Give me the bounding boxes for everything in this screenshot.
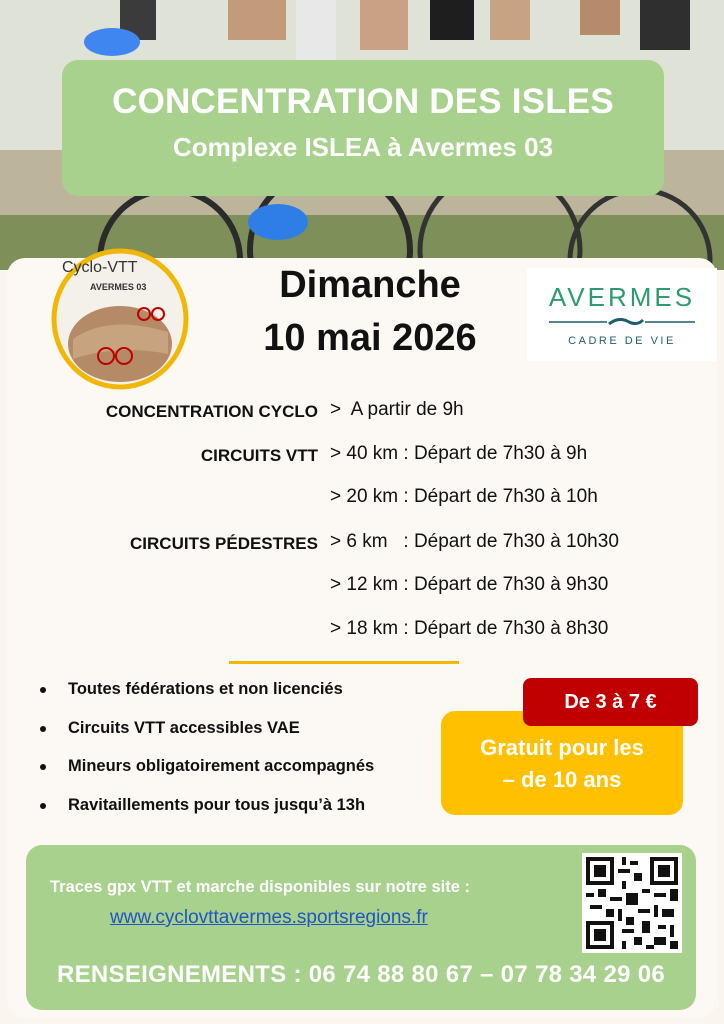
- program-label-pedestres: CIRCUITS PÉDESTRES: [130, 534, 318, 553]
- city-logo-tagline: CADRE DE VIE: [568, 335, 676, 347]
- list-item: Toutes fédérations et non licenciés: [40, 680, 374, 719]
- list-item: Mineurs obligatoirement accompagnés: [40, 757, 374, 796]
- club-logo-name: Cyclo-VTT: [62, 259, 138, 276]
- gpx-info-text: Traces gpx VTT et marche disponibles sur notre site :: [50, 878, 470, 896]
- bullet-icon: [40, 726, 46, 732]
- free-line-1: Gratuit pour les: [480, 735, 644, 760]
- program-value-cyclo: > A partir de 9h: [330, 399, 464, 420]
- footer-box: [26, 845, 696, 1010]
- club-logo-icon: [48, 244, 190, 390]
- program-value-vtt-40: > 40 km : Départ de 7h30 à 9h: [330, 443, 588, 464]
- program-value-walk-18: > 18 km : Départ de 7h30 à 8h30: [330, 618, 609, 639]
- city-logo: [527, 268, 717, 361]
- list-item: Ravitaillements pour tous jusqu’à 13h: [40, 796, 374, 835]
- bullet-icon: [40, 687, 46, 693]
- website-link[interactable]: www.cyclovttavermes.sportsregions.fr: [110, 907, 428, 928]
- contact-info: RENSEIGNEMENTS : 06 74 88 80 67 – 07 78 34 29 06: [56, 961, 666, 988]
- city-logo-name: AVERMES: [548, 282, 696, 312]
- free-entry-box: [441, 711, 683, 815]
- bullet-icon: [40, 764, 46, 770]
- program-value-vtt-20: > 20 km : Départ de 7h30 à 10h: [330, 486, 598, 507]
- free-line-2: – de 10 ans: [502, 767, 622, 792]
- title-box: [62, 60, 664, 196]
- event-location: Complexe ISLEA à Avermes 03: [172, 132, 554, 162]
- club-logo-town: AVERMES 03: [90, 282, 147, 292]
- event-day: Dimanche: [279, 264, 461, 306]
- program-label-vtt: CIRCUITS VTT: [200, 446, 318, 465]
- bullet-icon: [40, 803, 46, 809]
- divider: [229, 661, 459, 664]
- program-value-walk-6: > 6 km : Départ de 7h30 à 10h30: [330, 531, 619, 552]
- program-value-walk-12: > 12 km : Départ de 7h30 à 9h30: [330, 574, 609, 595]
- wave-line-icon: [549, 318, 695, 326]
- program-label-cyclo: CONCENTRATION CYCLO: [105, 402, 318, 421]
- list-item: Circuits VTT accessibles VAE: [40, 719, 374, 758]
- qr-code-icon[interactable]: [582, 853, 682, 953]
- price-badge: De 3 à 7 €: [523, 678, 698, 726]
- event-full-date: 10 mai 2026: [263, 317, 477, 359]
- info-list: [40, 680, 374, 834]
- event-date: [220, 264, 520, 360]
- event-title: CONCENTRATION DES ISLES: [112, 82, 614, 121]
